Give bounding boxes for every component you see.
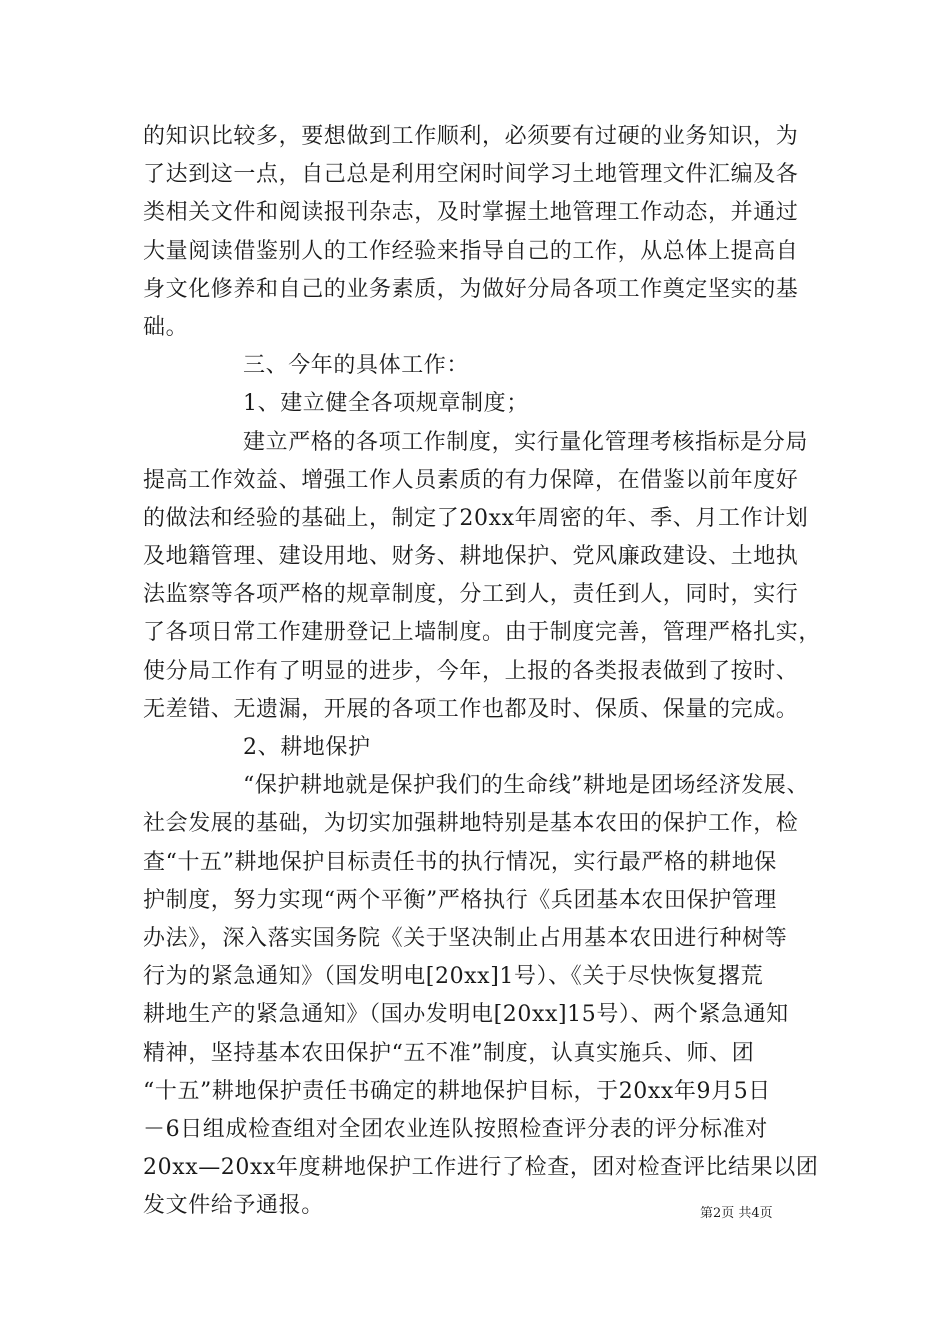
- text-line: 办法》，深入落实国务院《关于坚决制止占用基本农田进行种树等: [143, 925, 788, 951]
- text-line: 建立严格的各项工作制度，实行量化管理考核指标是分局: [243, 429, 809, 455]
- heading-text: 三、今年的具体工作：: [243, 353, 470, 379]
- text-line: －6日组成检查组对全团农业连队按照检查评分表的评分标准对: [143, 1116, 768, 1142]
- text-line: 护制度，努力实现“两个平衡”严格执行《兵团基本农田保护管理: [143, 887, 777, 913]
- text-line: 及地籍管理、建设用地、财务、耕地保护、党风廉政建设、土地执: [143, 544, 799, 570]
- document-body: [143, 118, 822, 1225]
- text-line: 法监察等各项严格的规章制度，分工到人，责任到人，同时，实行: [143, 582, 799, 608]
- text-line: 类相关文件和阅读报刊杂志，及时掌握土地管理工作动态，并通过: [143, 200, 799, 226]
- page-number-footer: 第2页 共4页: [700, 1206, 773, 1221]
- paragraph-farmland-body: [143, 767, 819, 1225]
- text-line: 使分局工作有了明显的进步，今年，上报的各类报表做到了按时、: [143, 658, 799, 684]
- subsection-heading-rules: [143, 385, 815, 423]
- text-line: 查“十五”耕地保护目标责任书的执行情况，实行最严格的耕地保: [143, 849, 777, 875]
- text-line: 大量阅读借鉴别人的工作经验来指导自己的工作，从总体上提高自: [143, 238, 799, 264]
- text-line: 的做法和经验的基础上，制定了20xx年周密的年、季、月工作计划: [143, 505, 809, 531]
- text-line: “保护耕地就是保护我们的生命线”耕地是团场经济发展、: [243, 773, 810, 799]
- text-line: 精神，坚持基本农田保护“五不准”制度，认真实施兵、师、团: [143, 1040, 755, 1066]
- text-line: 的知识比较多，要想做到工作顺利，必须要有过硬的业务知识，为: [143, 124, 799, 149]
- text-line: 20xx—20xx年度耕地保护工作进行了检查，团对检查评比结果以团: [143, 1155, 819, 1181]
- text-line: 提高工作效益、增强工作人员素质的有力保障，在借鉴以前年度好: [143, 467, 799, 493]
- text-line: 身文化修养和自己的业务素质，为做好分局各项工作奠定坚实的基: [143, 276, 799, 302]
- paragraph-continuation: [143, 118, 815, 347]
- text-line: 行为的紧急通知》（国发明电[20xx]1号）、《关于尽快恢复撂荒: [143, 964, 764, 990]
- text-line: 了达到这一点，自己总是利用空闲时间学习土地管理文件汇编及各: [143, 162, 799, 188]
- heading-text: 1、建立健全各项规章制度；: [243, 391, 529, 417]
- subsection-heading-farmland: [143, 729, 815, 767]
- section-heading: [143, 347, 815, 385]
- text-line: 了各项日常工作建册登记上墙制度。由于制度完善，管理严格扎实，: [143, 620, 822, 646]
- text-line: 发文件给予通报。: [143, 1193, 324, 1219]
- text-line: 耕地生产的紧急通知》（国办发明电[20xx]15号）、两个紧急通知: [143, 1002, 789, 1028]
- text-line: 无差错、无遗漏，开展的各项工作也都及时、保质、保量的完成。: [143, 696, 799, 722]
- heading-text: 2、耕地保护: [243, 735, 371, 760]
- text-line: 社会发展的基础，为切实加强耕地特别是基本农田的保护工作，检: [143, 811, 799, 837]
- text-line: 础。: [143, 314, 189, 340]
- text-line: “十五”耕地保护责任书确定的耕地保护目标，于20xx年9月5日: [143, 1078, 771, 1104]
- paragraph-rules-body: [143, 424, 822, 730]
